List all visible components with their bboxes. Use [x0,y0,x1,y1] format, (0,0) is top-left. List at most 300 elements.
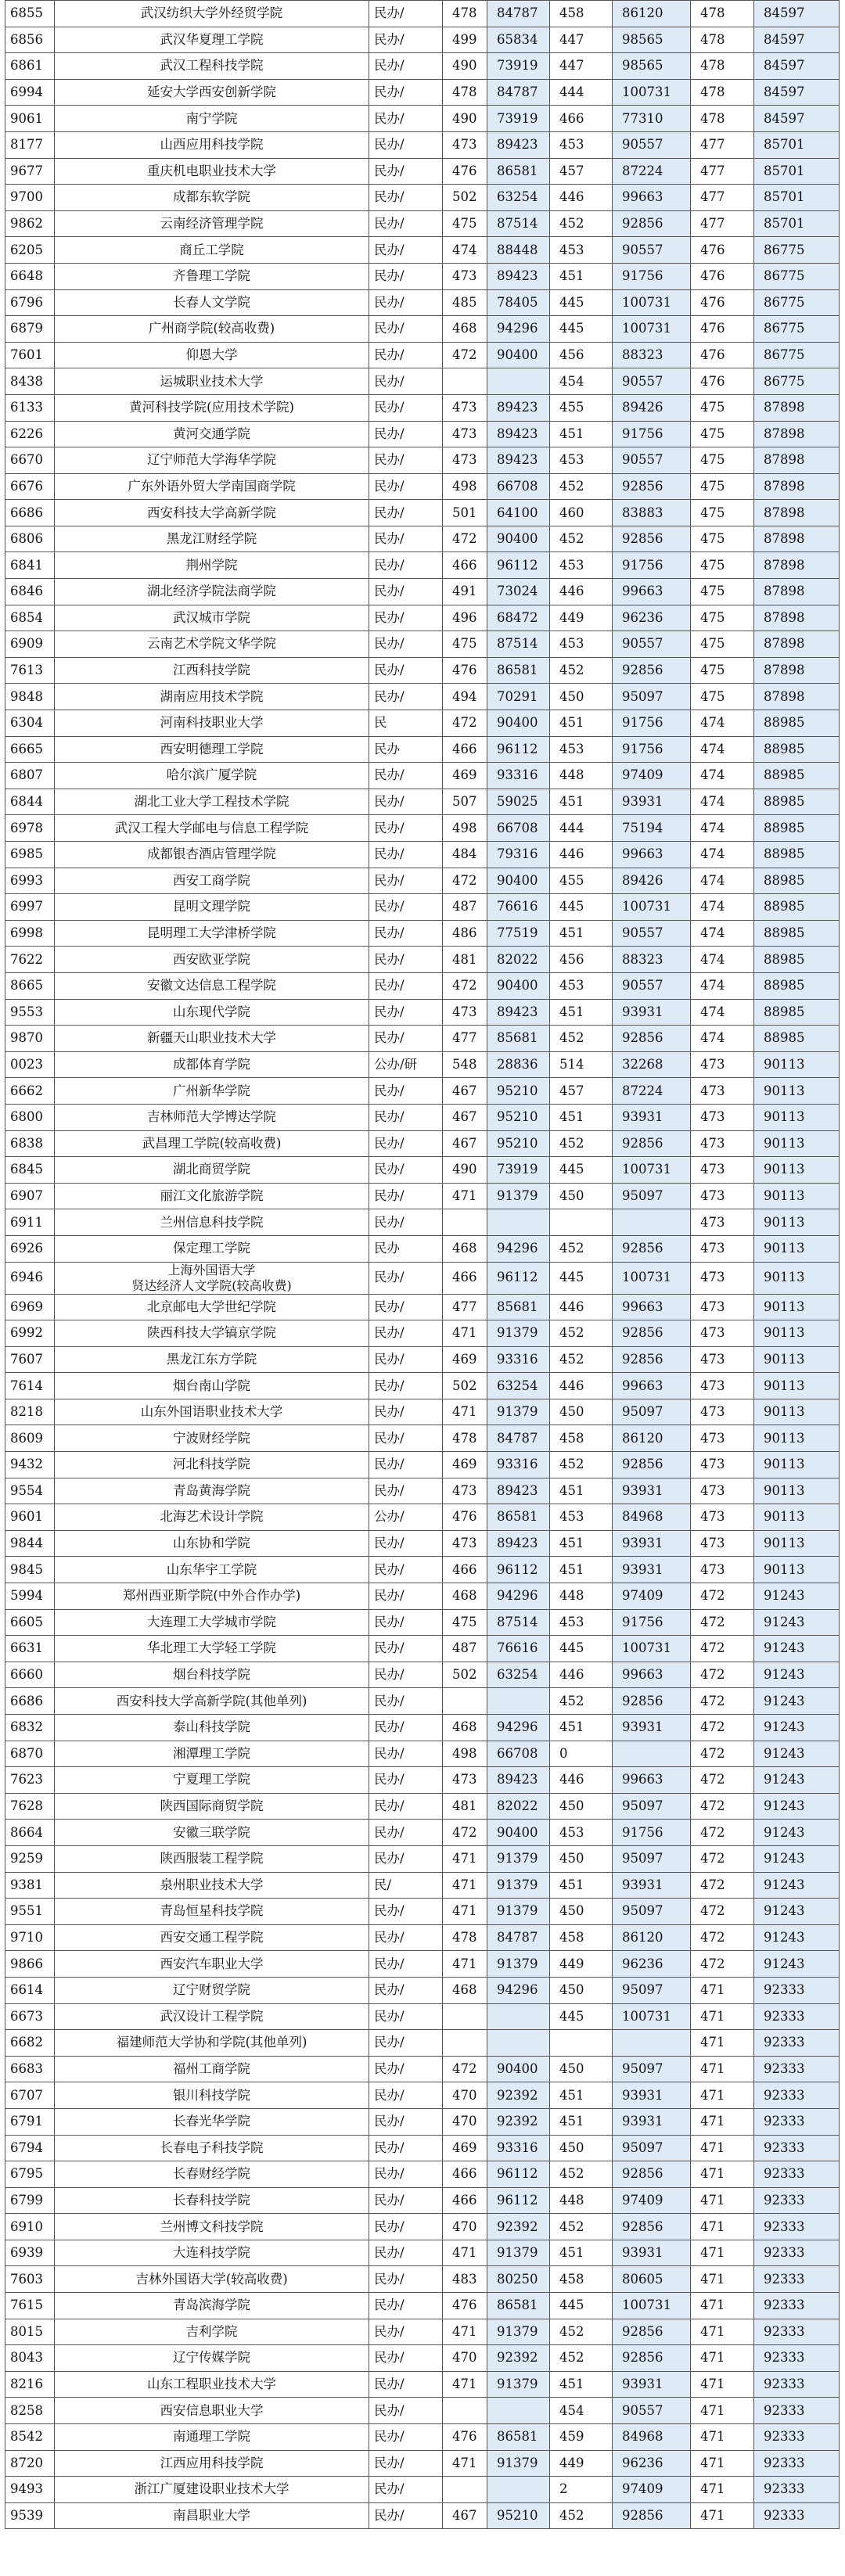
min-score-1-cell: 485 [443,289,487,316]
rank-3-cell: 92333 [754,2161,840,2188]
school-type-cell: 民办/ [369,2371,443,2398]
rank-1-cell: 91379 [487,2371,550,2398]
table-row [5,158,840,185]
min-score-1-cell [443,1688,487,1715]
min-score-3-cell: 476 [691,316,754,343]
rank-1-cell: 90400 [487,868,550,894]
table-row [5,1715,840,1741]
min-score-1-cell: 471 [443,2319,487,2345]
school-type-cell: 公办/研 [369,1051,443,1078]
min-score-3-cell: 472 [691,1845,754,1872]
school-code-cell: 9259 [5,1845,55,1872]
school-code-cell: 9870 [5,1026,55,1052]
school-name-cell: 运城职业技术大学 [55,368,369,395]
min-score-2-cell: 453 [550,736,613,763]
school-code-cell: 6998 [5,920,55,947]
rank-3-cell: 92333 [754,2108,840,2135]
table-row [5,999,840,1026]
min-score-1-cell: 473 [443,999,487,1026]
rank-3-cell: 92333 [754,2450,840,2477]
rank-3-cell: 87898 [754,657,840,684]
school-code-cell: 8177 [5,131,55,158]
rank-3-cell: 90113 [754,1183,840,1209]
school-type-cell: 民办/ [369,972,443,999]
school-name-cell: 山东工程职业技术大学 [55,2371,369,2398]
rank-2-cell: 88323 [613,947,691,973]
school-code-cell: 6806 [5,526,55,552]
min-score-1-cell: 473 [443,263,487,289]
school-code-cell: 8609 [5,1425,55,1452]
school-type-cell: 民办/ [369,789,443,815]
min-score-1-cell: 471 [443,1872,487,1899]
table-row [5,1793,840,1820]
min-score-2-cell: 455 [550,394,613,421]
rank-3-cell: 85701 [754,158,840,185]
rank-1-cell: 96112 [487,2161,550,2188]
school-name-cell: 烟台南山学院 [55,1373,369,1399]
min-score-3-cell: 475 [691,473,754,500]
min-score-2-cell: 451 [550,2371,613,2398]
min-score-3-cell: 474 [691,947,754,973]
rank-3-cell: 91243 [754,1636,840,1662]
min-score-2-cell: 447 [550,53,613,80]
school-name-cell: 湘潭理工学院 [55,1741,369,1767]
rank-2-cell: 95097 [613,1977,691,2003]
school-type-cell: 民办/ [369,1478,443,1504]
min-score-2-cell: 456 [550,947,613,973]
rank-2-cell: 95097 [613,2056,691,2082]
rank-1-cell: 94296 [487,316,550,343]
min-score-1-cell: 471 [443,2371,487,2398]
rank-2-cell: 99663 [613,1294,691,1320]
rank-3-cell: 90113 [754,1235,840,1262]
table-row [5,2135,840,2161]
rank-3-cell: 90113 [754,1557,840,1583]
school-name-cell: 上海外国语大学 贤达经济人文学院(较高收费) [55,1262,369,1294]
table-row [5,684,840,710]
rank-3-cell: 90113 [754,1294,840,1320]
min-score-1-cell: 476 [443,158,487,185]
school-type-cell: 民办/ [369,1557,443,1583]
school-type-cell: 民办/ [369,1609,443,1636]
school-code-cell: 6670 [5,447,55,474]
school-type-cell: 民办/ [369,1845,443,1872]
rank-2-cell: 92856 [613,473,691,500]
rank-2-cell: 86120 [613,1425,691,1452]
school-type-cell: 民办/ [369,657,443,684]
min-score-1-cell: 487 [443,1636,487,1662]
min-score-1-cell [443,1209,487,1236]
rank-1-cell: 86581 [487,1504,550,1531]
min-score-2-cell: 445 [550,2003,613,2030]
min-score-1-cell: 473 [443,421,487,447]
school-type-cell: 民办/ [369,1977,443,2003]
min-score-2-cell: 452 [550,1688,613,1715]
min-score-2-cell: 449 [550,2450,613,2477]
rank-1-cell: 90400 [487,342,550,368]
rank-3-cell: 91243 [754,1688,840,1715]
min-score-3-cell: 474 [691,1026,754,1052]
min-score-1-cell: 499 [443,27,487,53]
rank-2-cell: 95097 [613,1845,691,1872]
rank-3-cell: 84597 [754,106,840,132]
school-code-cell: 6795 [5,2161,55,2188]
school-type-cell: 民办/ [369,2398,443,2424]
school-type-cell: 民办/ [369,53,443,80]
school-name-cell: 陕西服装工程学院 [55,1845,369,1872]
rank-1-cell: 90400 [487,710,550,737]
school-code-cell: 8015 [5,2319,55,2345]
table-row [5,1951,840,1978]
min-score-1-cell: 486 [443,920,487,947]
rank-2-cell: 98565 [613,53,691,80]
min-score-2-cell: 453 [550,1820,613,1846]
rank-3-cell: 91243 [754,1715,840,1741]
rank-1-cell: 87514 [487,210,550,237]
school-name-cell: 武汉工程大学邮电与信息工程学院 [55,815,369,842]
min-score-1-cell: 490 [443,1157,487,1184]
school-name-cell: 云南艺术学院文华学院 [55,631,369,658]
table-row [5,447,840,474]
min-score-2-cell: 446 [550,1767,613,1794]
table-row [5,1130,840,1157]
rank-1-cell: 93316 [487,1346,550,1373]
school-name-cell: 泰山科技学院 [55,1715,369,1741]
min-score-3-cell: 471 [691,2450,754,2477]
table-row [5,868,840,894]
school-name-cell: 辽宁传媒学院 [55,2345,369,2372]
table-row [5,2266,840,2293]
rank-1-cell: 89423 [487,263,550,289]
school-name-cell: 青岛黄海学院 [55,1478,369,1504]
rank-2-cell: 92856 [613,1346,691,1373]
min-score-2-cell: 451 [550,999,613,1026]
school-name-cell: 黄河科技学院(应用技术学院) [55,394,369,421]
min-score-2-cell: 445 [550,1157,613,1184]
table-row [5,2056,840,2082]
rank-1-cell: 96112 [487,552,550,579]
rank-1-cell: 91379 [487,1183,550,1209]
rank-3-cell: 90113 [754,1104,840,1130]
rank-3-cell: 90113 [754,1078,840,1105]
school-type-cell: 民办/ [369,1530,443,1557]
min-score-2-cell: 445 [550,894,613,921]
rank-2-cell: 90557 [613,631,691,658]
rank-3-cell: 90113 [754,1452,840,1478]
rank-2-cell: 92856 [613,1130,691,1157]
rank-2-cell: 77310 [613,106,691,132]
min-score-1-cell: 466 [443,736,487,763]
table-row [5,894,840,921]
min-score-1-cell: 477 [443,1294,487,1320]
min-score-2-cell: 451 [550,710,613,737]
table-row [5,1209,840,1236]
table-row [5,657,840,684]
table-row [5,289,840,316]
min-score-2-cell: 454 [550,2398,613,2424]
school-code-cell: 6683 [5,2056,55,2082]
min-score-2-cell: 451 [550,2082,613,2109]
rank-3-cell: 92333 [754,2319,840,2345]
min-score-3-cell: 474 [691,972,754,999]
table-row [5,2214,840,2240]
school-code-cell: 8216 [5,2371,55,2398]
rank-1-cell: 86581 [487,2424,550,2451]
table-row [5,1767,840,1794]
school-name-cell: 长春光华学院 [55,2108,369,2135]
rank-2-cell: 93931 [613,1478,691,1504]
table-row [5,1235,840,1262]
rank-1-cell: 63254 [487,1662,550,1688]
school-code-cell: 6978 [5,815,55,842]
min-score-3-cell: 471 [691,2214,754,2240]
rank-3-cell: 92333 [754,2293,840,2319]
school-name-cell: 福建师范大学协和学院(其他单列) [55,2030,369,2057]
school-type-cell: 民办/ [369,1026,443,1052]
rank-2-cell [613,1209,691,1236]
school-code-cell: 9381 [5,1872,55,1899]
school-type-cell: 民办/ [369,526,443,552]
table-row [5,552,840,579]
table-row [5,1820,840,1846]
min-score-3-cell: 472 [691,1793,754,1820]
rank-1-cell: 82022 [487,1793,550,1820]
min-score-3-cell: 473 [691,1235,754,1262]
min-score-3-cell: 472 [691,1636,754,1662]
min-score-2-cell: 445 [550,2293,613,2319]
school-type-cell: 民办/ [369,1425,443,1452]
school-code-cell: 8438 [5,368,55,395]
min-score-2-cell: 2 [550,2477,613,2503]
table-row [5,2450,840,2477]
school-code-cell: 6133 [5,394,55,421]
min-score-3-cell: 475 [691,684,754,710]
school-name-cell: 宁波财经学院 [55,1425,369,1452]
school-type-cell: 民办/ [369,1262,443,1294]
min-score-1-cell: 502 [443,1373,487,1399]
min-score-1-cell: 501 [443,500,487,526]
rank-1-cell [487,2398,550,2424]
min-score-1-cell: 478 [443,1425,487,1452]
table-row [5,342,840,368]
school-code-cell: 6879 [5,316,55,343]
min-score-2-cell: 450 [550,1977,613,2003]
rank-2-cell: 90557 [613,131,691,158]
min-score-1-cell: 484 [443,842,487,868]
school-type-cell: 民办/ [369,605,443,631]
min-score-3-cell: 471 [691,2161,754,2188]
min-score-3-cell: 472 [691,1820,754,1846]
school-type-cell: 民办/ [369,2240,443,2266]
table-row [5,736,840,763]
school-type-cell: 民办/ [369,79,443,106]
table-row [5,106,840,132]
rank-1-cell: 73919 [487,1157,550,1184]
rank-3-cell: 91243 [754,1767,840,1794]
table-row [5,1320,840,1347]
rank-2-cell: 92856 [613,1026,691,1052]
rank-2-cell: 84968 [613,2424,691,2451]
table-row [5,1924,840,1951]
rank-2-cell: 95097 [613,1899,691,1925]
school-code-cell: 6807 [5,763,55,789]
min-score-2-cell: 450 [550,1845,613,1872]
min-score-1-cell: 472 [443,868,487,894]
min-score-3-cell: 474 [691,710,754,737]
school-name-cell: 安徽文达信息工程学院 [55,972,369,999]
min-score-2-cell: 452 [550,473,613,500]
school-name-cell: 山西应用科技学院 [55,131,369,158]
min-score-3-cell: 471 [691,2293,754,2319]
min-score-1-cell: 469 [443,1452,487,1478]
rank-3-cell: 92333 [754,2135,840,2161]
rank-2-cell: 93931 [613,1715,691,1741]
school-code-cell: 9554 [5,1478,55,1504]
table-row [5,2502,840,2529]
min-score-1-cell: 487 [443,894,487,921]
min-score-2-cell: 452 [550,210,613,237]
rank-1-cell: 80250 [487,2266,550,2293]
school-type-cell: 民办/ [369,1793,443,1820]
min-score-3-cell: 473 [691,1452,754,1478]
school-name-cell: 荆州学院 [55,552,369,579]
min-score-2-cell: 451 [550,1530,613,1557]
rank-1-cell: 91379 [487,1399,550,1425]
min-score-1-cell: 471 [443,1899,487,1925]
table-row [5,947,840,973]
table-row [5,1425,840,1452]
school-code-cell: 9493 [5,2477,55,2503]
school-code-cell: 6686 [5,1688,55,1715]
min-score-1-cell: 472 [443,342,487,368]
min-score-2-cell: 451 [550,263,613,289]
min-score-2-cell: 452 [550,1026,613,1052]
school-name-cell: 山东外国语职业技术大学 [55,1399,369,1425]
rank-3-cell: 91243 [754,1583,840,1610]
min-score-1-cell: 471 [443,2450,487,2477]
rank-1-cell: 94296 [487,1977,550,2003]
school-name-cell: 西安信息职业大学 [55,2398,369,2424]
rank-1-cell: 77519 [487,920,550,947]
school-name-cell: 黑龙江东方学院 [55,1346,369,1373]
table-row [5,579,840,605]
rank-3-cell: 87898 [754,473,840,500]
rank-1-cell: 96112 [487,736,550,763]
school-code-cell: 9601 [5,1504,55,1531]
min-score-1-cell: 472 [443,2056,487,2082]
rank-3-cell: 87898 [754,421,840,447]
min-score-3-cell: 473 [691,1157,754,1184]
min-score-1-cell: 470 [443,2345,487,2372]
table-row [5,2293,840,2319]
min-score-1-cell: 548 [443,1051,487,1078]
rank-2-cell: 75194 [613,815,691,842]
min-score-3-cell: 472 [691,1715,754,1741]
school-type-cell: 民办/ [369,1820,443,1846]
min-score-3-cell: 471 [691,2108,754,2135]
table-row [5,815,840,842]
school-name-cell: 吉林外国语大学(较高收费) [55,2266,369,2293]
school-code-cell: 7603 [5,2266,55,2293]
school-name-cell: 湖北工业大学工程技术学院 [55,789,369,815]
min-score-2-cell: 452 [550,2345,613,2372]
rank-3-cell: 90113 [754,1399,840,1425]
min-score-1-cell: 466 [443,2161,487,2188]
min-score-3-cell: 472 [691,1872,754,1899]
min-score-1-cell: 472 [443,526,487,552]
rank-2-cell: 97409 [613,1583,691,1610]
rank-2-cell: 91756 [613,552,691,579]
min-score-2-cell: 458 [550,1,613,27]
school-code-cell: 6838 [5,1130,55,1157]
min-score-3-cell: 471 [691,2319,754,2345]
rank-3-cell: 85701 [754,185,840,211]
rank-2-cell: 91756 [613,421,691,447]
school-name-cell: 昆明理工大学津桥学院 [55,920,369,947]
school-name-cell: 武汉纺织大学外经贸学院 [55,1,369,27]
min-score-1-cell: 475 [443,210,487,237]
min-score-2-cell: 452 [550,1130,613,1157]
min-score-1-cell: 472 [443,1820,487,1846]
min-score-1-cell: 470 [443,2108,487,2135]
rank-2-cell: 98565 [613,27,691,53]
rank-1-cell: 82022 [487,947,550,973]
rank-1-cell: 65834 [487,27,550,53]
min-score-1-cell: 473 [443,447,487,474]
rank-1-cell: 84787 [487,1425,550,1452]
school-name-cell: 西安明德理工学院 [55,736,369,763]
min-score-2-cell: 452 [550,1452,613,1478]
rank-3-cell: 88985 [754,947,840,973]
min-score-2-cell: 514 [550,1051,613,1078]
min-score-1-cell: 467 [443,2502,487,2529]
table-row [5,1557,840,1583]
min-score-3-cell: 474 [691,894,754,921]
table-row [5,185,840,211]
min-score-2-cell: 446 [550,185,613,211]
table-row [5,210,840,237]
table-row [5,1977,840,2003]
table-row [5,2082,840,2109]
school-type-cell: 民办 [369,1235,443,1262]
min-score-1-cell: 476 [443,1504,487,1531]
school-code-cell: 9061 [5,106,55,132]
school-code-cell: 9844 [5,1530,55,1557]
rank-3-cell: 88985 [754,894,840,921]
school-name-cell: 宁夏理工学院 [55,1767,369,1794]
min-score-1-cell: 468 [443,1977,487,2003]
school-name-cell: 成都银杏酒店管理学院 [55,842,369,868]
school-type-cell: 民办/ [369,894,443,921]
rank-1-cell: 86581 [487,657,550,684]
min-score-1-cell: 498 [443,815,487,842]
school-code-cell: 6854 [5,605,55,631]
school-type-cell: 民办/ [369,500,443,526]
school-type-cell: 民办/ [369,289,443,316]
rank-2-cell: 91756 [613,1820,691,1846]
rank-1-cell: 76616 [487,1636,550,1662]
rank-2-cell [613,2030,691,2057]
school-code-cell: 7623 [5,1767,55,1794]
school-code-cell: 6969 [5,1294,55,1320]
school-name-cell: 江西科技学院 [55,657,369,684]
school-name-cell: 湖北经济学院法商学院 [55,579,369,605]
min-score-1-cell: 471 [443,1320,487,1347]
min-score-3-cell: 471 [691,2345,754,2372]
table-row [5,2161,840,2188]
rank-2-cell: 100731 [613,894,691,921]
school-code-cell: 9845 [5,1557,55,1583]
